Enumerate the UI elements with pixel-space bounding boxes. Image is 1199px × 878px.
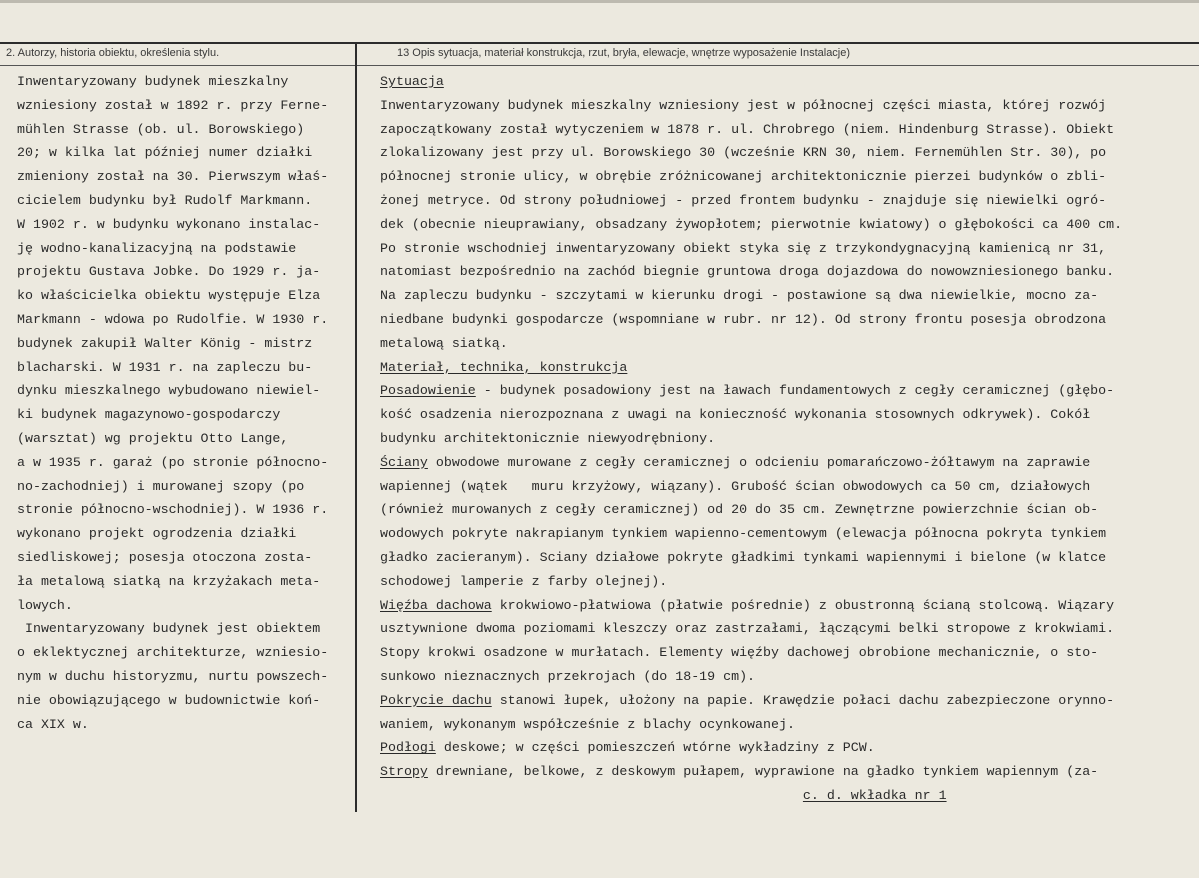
section-heading: Pokrycie dachu [380,692,492,708]
description-text-line [380,356,1122,380]
line-text: północnej stronie ulicy, w obrębie zróżnicowanej architektonicznie pierzei budynków o zbli- [380,169,1107,185]
line-text: Na zapleczu budynku - szczytami w kierunku drogi - postawione są dwa niewielkie, mocno za- [380,288,1099,304]
section-heading: Posadowienie [380,383,476,399]
history-text-line: siedliskowej; posesja otoczona zosta- [17,549,313,565]
description-text-line [380,427,1122,451]
description-text-line [380,736,1122,760]
description-text-line [380,260,1122,284]
description-text-line [380,451,1122,475]
history-text-line: Inwentaryzowany budynek mieszkalny [17,74,289,89]
description-text-line [380,403,1122,427]
history-text-line: dynku mieszkalnego wybudowano niewiel- [17,383,321,399]
history-text-line: wykonano projekt ogrodzenia działki [17,526,297,542]
description-text-line [380,570,1122,594]
line-text: obwodowe murowane z cegły ceramicznej o odcieniu pomarańczowo-żółtawym na zaprawie [427,454,1091,470]
line-text: żonej metryce. Od strony południowej - przed frontem budynku - znajduje się niewielki ogró- [380,192,1107,208]
top-rule [0,42,1199,44]
description-text-line [380,165,1122,189]
line-text: sunkowo nieznacznych przekrojach (do 18-19 cm). [380,668,756,684]
description-text-line [380,332,1122,356]
section-heading: Materiał, technika, konstrukcja [380,359,628,375]
line-text: krokwiowo-płatwiowa (płatwie pośrednie) z obustronną ścianą stolcową. Wiązary [491,597,1115,613]
description-column [380,70,1122,808]
history-text-line: ko właścicielka obiektu występuje Elza [17,288,321,304]
history-text-line: W 1902 r. w budynku wykonano instalac- [17,216,321,232]
line-text: Stopy krokwi osadzone w murłatach. Elementy więźby dachowej obrobione mechanicznie, o sto- [380,645,1099,661]
description-text-line [380,141,1122,165]
description-text-line [380,237,1122,261]
description-text-line [380,784,1122,808]
section-heading: Podłogi [380,740,436,756]
line-text: natomiast bezpośrednio na zachód biegnie gruntowa droga dojazdowa do nowowzniesionego banku. [380,264,1115,280]
history-text-line: mühlen Strasse (ob. ul. Borowskiego) [17,121,305,137]
history-text-line: no-zachodniej) i murowanej szopy (po [17,478,305,494]
history-text-line: cicielem budynku był Rudolf Markmann. [17,192,313,208]
history-text-line: lowych. [17,597,73,613]
description-text-line [380,70,1122,94]
history-text-line: Inwentaryzowany budynek jest obiektem [17,621,321,637]
line-text: zapoczątkowany został wytyczeniem w 1878 r. ul. Chrobrego (niem. Hindenburg Strasse). Obiekt [380,121,1115,137]
description-text-line [380,308,1122,332]
description-text-line [380,689,1122,713]
description-text-line [380,665,1122,689]
line-text [380,788,803,803]
description-text-line [380,475,1122,499]
history-text-line: zmieniony został na 30. Pierwszym właś- [17,169,329,185]
line-text: gładko zacieranym). Sciany działowe pokryte gładkimi tynkami wapiennymi i bielone (w klatce [380,549,1107,565]
right-column-header: 13 Opis sytuacja, materiał konstrukcja, rzut, bryła, elewacje, wnętrze wyposażenie Instalacje) [397,47,851,59]
history-text-line: ca XIX w. [17,716,89,732]
line-text: - budynek posadowiony jest na ławach fundamentowych z cegły ceramicznej (głębo- [475,383,1115,399]
history-text-line: o eklektycznej architekturze, wzniesio- [17,645,329,661]
description-text-line [380,94,1122,118]
description-text-line [380,546,1122,570]
page-edge [0,0,1199,3]
description-text-line [380,760,1122,784]
line-text: zlokalizowany jest przy ul. Borowskiego 30 (wcześnie KRN 30, niem. Fernemühlen Str. 30), po [380,145,1107,161]
line-text: dek (obecnie nieuprawiany, obsadzany żywopłotem; pierwotnie kwiatowy) o głębokości ca 400 cm. [380,216,1123,232]
line-text: metalową siatką. [380,335,508,351]
description-text-line [380,118,1122,142]
description-text-line [380,284,1122,308]
description-text-line [380,213,1122,237]
history-text-line: nym w duchu historyzmu, nurtu powszech- [17,668,329,684]
section-heading: c. d. wkładka nr 1 [802,787,947,803]
line-text: Po stronie wschodniej inwentaryzowany obiekt styka się z trzykondygnacyjną kamienicą nr 31, [380,240,1107,256]
line-text: waniem, wykonanym współcześnie z blachy ocynkowanej. [380,716,795,732]
line-text: kość osadzenia nierozpoznana z uwagi na konieczność wykonania stosownych odkrywek). Cokół [380,407,1091,423]
line-text: niedbane budynki gospodarcze (wspomniane w rubr. nr 12). Od strony frontu posesja obrodzona [380,311,1107,327]
history-text-line: blacharski. W 1931 r. na zapleczu bu- [17,359,313,375]
description-text-line [380,498,1122,522]
left-column-header: 2. Autorzy, historia obiektu, określenia stylu. [6,47,220,59]
history-text-line: budynek zakupił Walter König - mistrz [17,335,313,351]
line-text: wodowych pokryte nakrapianym tynkiem wapienno-cementowym (elewacja północna pokryta tynkiem [380,526,1107,542]
line-text: (również murowanych z cegły ceramicznej) od 20 do 35 cm. Zewnętrzne powierzchnie ścian ob- [380,502,1099,518]
history-text-line: 20; w kilka lat później numer działki [17,145,313,161]
description-text-line [380,641,1122,665]
section-heading: Ściany [380,454,428,470]
line-text: wapiennej (wątek muru krzyżowy, wiązany). Grubość ścian obwodowych ca 50 cm, działowych [380,478,1091,494]
section-heading: Sytuacja [380,74,444,89]
line-text: schodowej lamperie z farby olejnej). [380,573,668,589]
line-text: usztywnione dwoma poziomami kleszczy oraz zastrzałami, łączącymi belki stropowe z krokwiami. [380,621,1115,637]
description-text-line [380,189,1122,213]
description-text-line [380,617,1122,641]
history-text-line: wzniesiony został w 1892 r. przy Ferne- [17,97,329,113]
description-text-line [380,379,1122,403]
history-text-line: Markmann - wdowa po Rudolfie. W 1930 r. [17,311,329,327]
history-text-line: nie obowiązującego w budownictwie koń- [17,692,321,708]
description-text-line [380,713,1122,737]
history-text-line: projektu Gustava Jobke. Do 1929 r. ja- [17,264,321,280]
history-text-line: ła metalową siatką na krzyżakach meta- [17,573,321,589]
history-column [17,70,328,736]
line-text: stanowi łupek, ułożony na papie. Krawędzie połaci dachu zabezpieczone orynno- [491,692,1115,708]
header-rule [0,65,1199,66]
history-text-line: ki budynek magazynowo-gospodarczy [17,407,281,423]
column-divider [355,42,357,812]
line-text: deskowe; w części pomieszczeń wtórne wykładziny z PCW. [435,740,875,756]
history-text-line: stronie północno-wschodniej). W 1936 r. [17,502,329,518]
line-text: drewniane, belkowe, z deskowym pułapem, wyprawione na gładko tynkiem wapiennym (za- [427,764,1099,780]
section-heading: Więźba dachowa [380,597,492,613]
line-text: Inwentaryzowany budynek mieszkalny wzniesiony jest w północnej części miasta, której rozwój [380,97,1107,113]
history-text-line: (warsztat) wg projektu Otto Lange, [17,430,289,446]
section-heading: Stropy [380,764,428,780]
history-text-line: ję wodno-kanalizacyjną na podstawie [17,240,297,256]
description-text-line [380,522,1122,546]
line-text: budynku architektonicznie niewyodrębniony. [380,430,716,446]
description-text-line [380,594,1122,618]
history-text-line: a w 1935 r. garaż (po stronie północno- [17,454,329,470]
